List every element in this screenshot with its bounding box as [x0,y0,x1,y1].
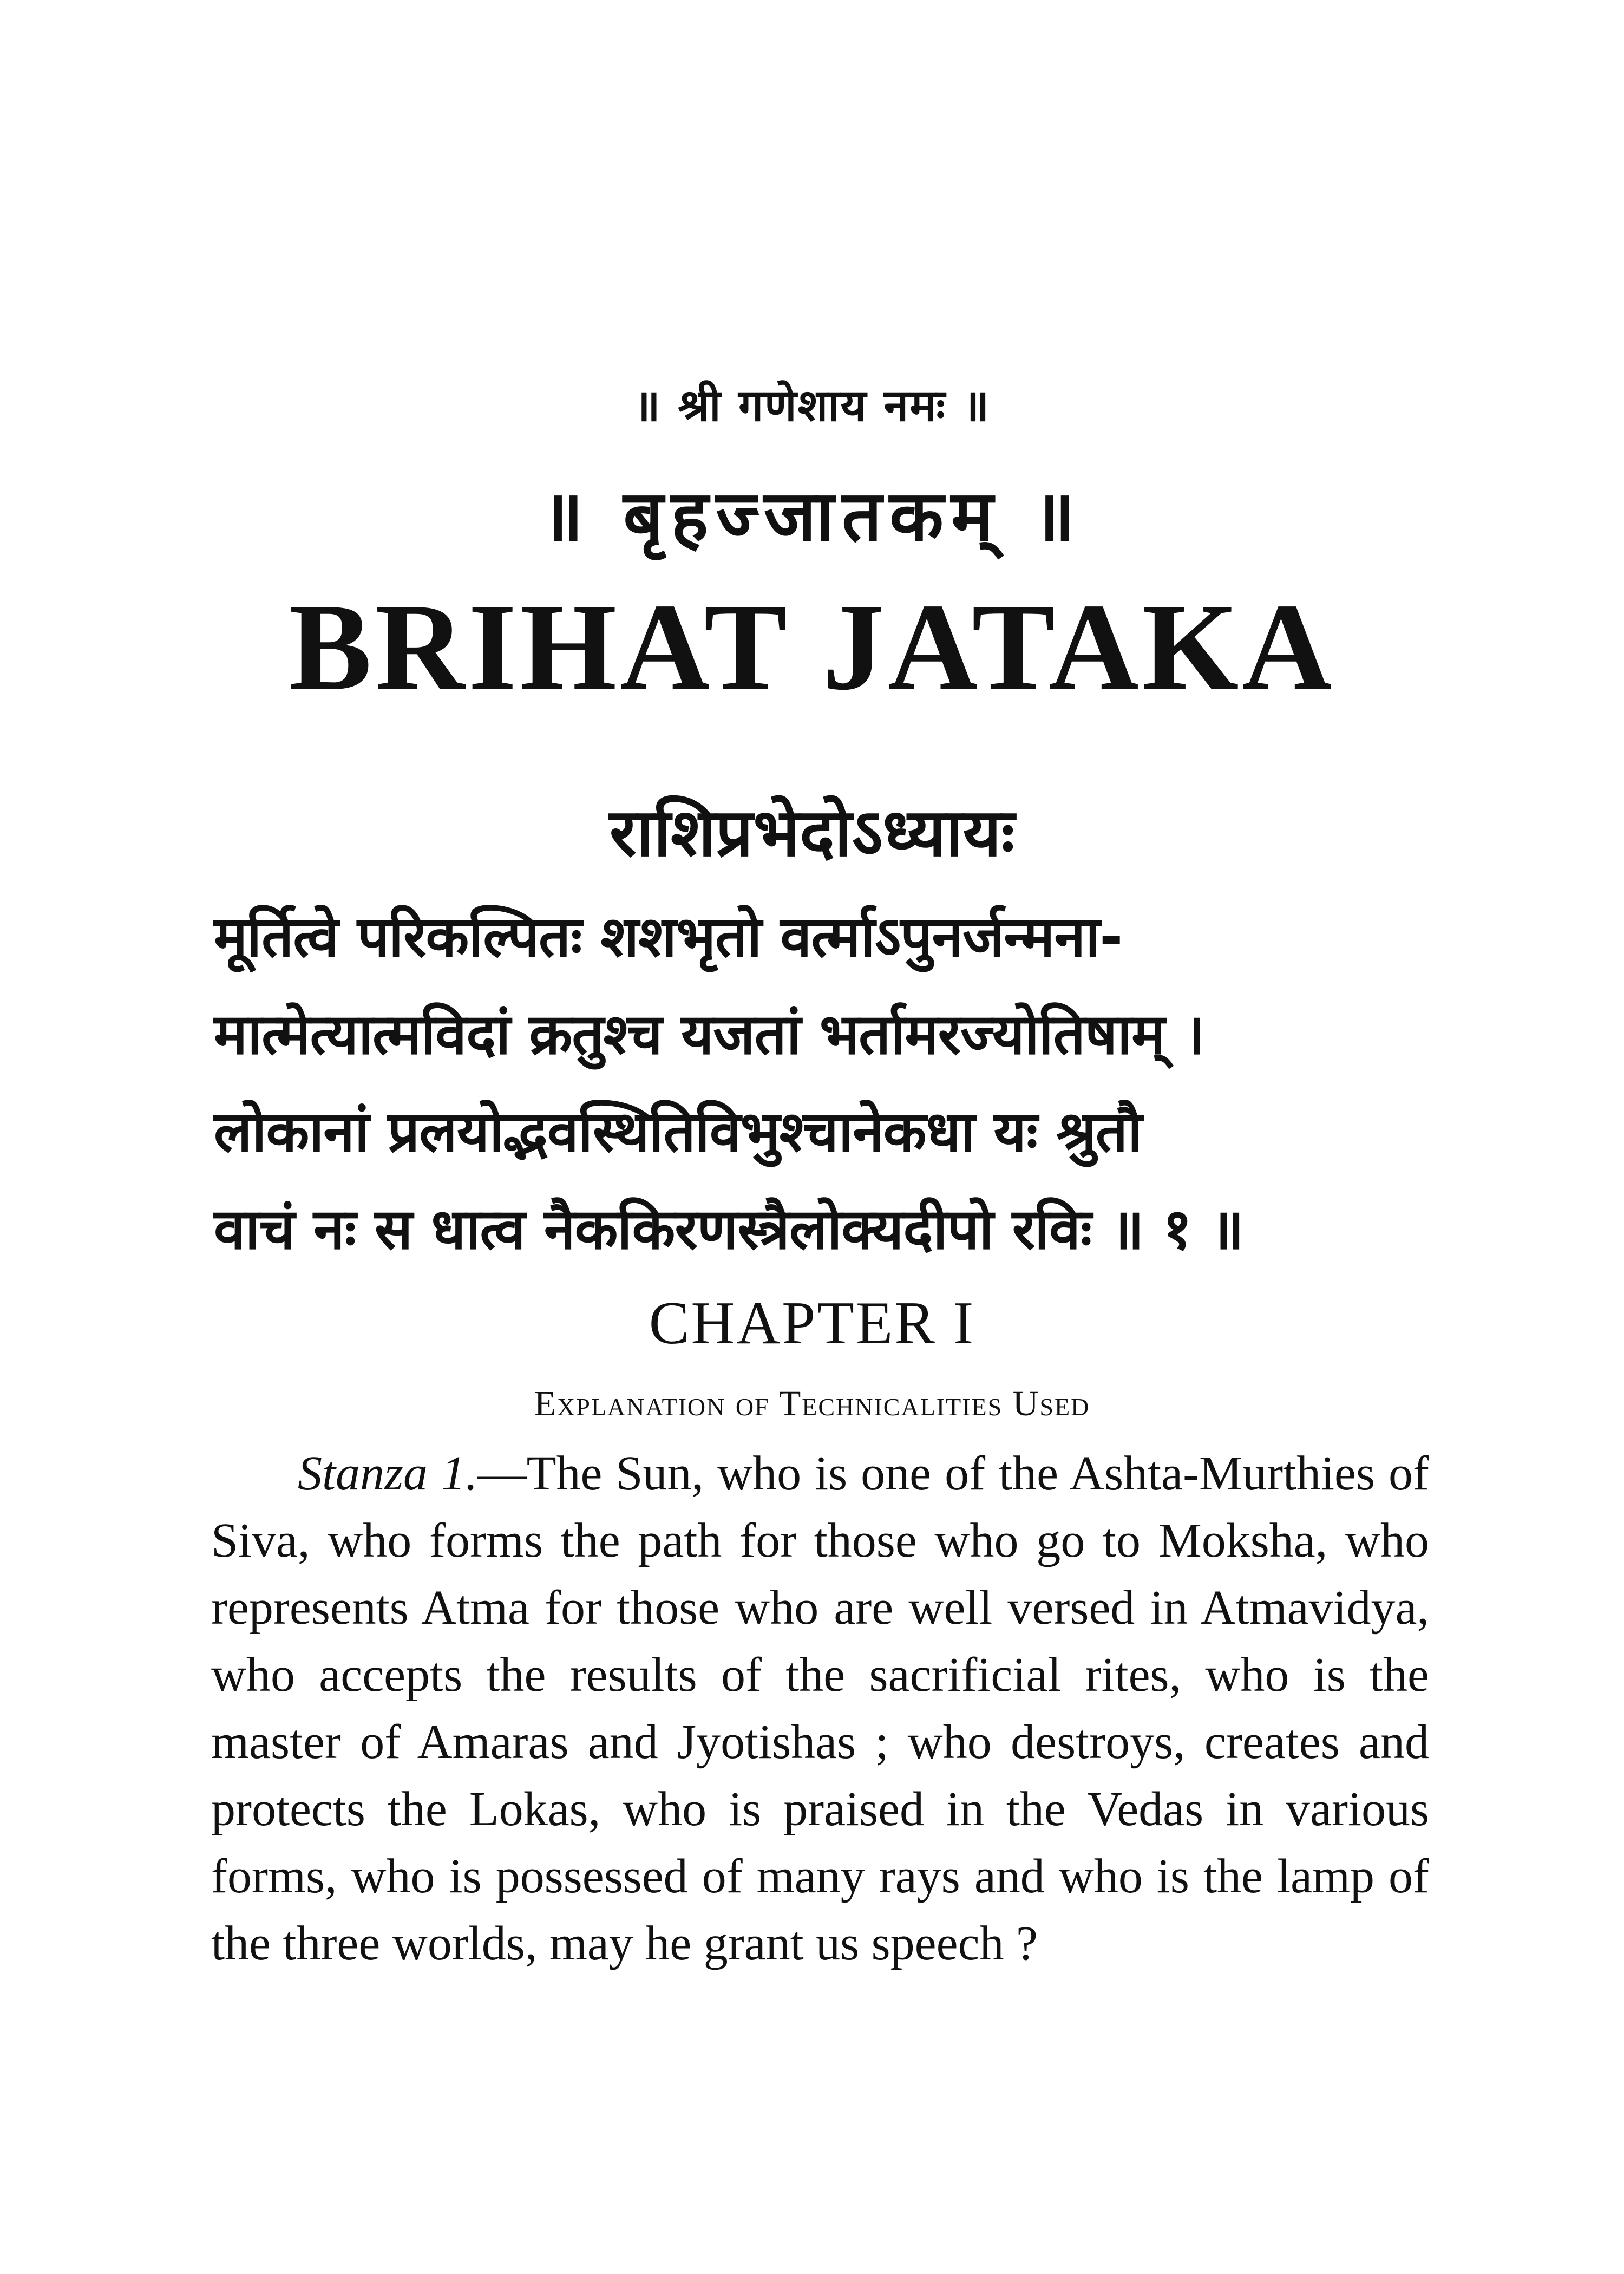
invocation-line: ॥ श्री गणेशाय नमः ॥ [633,380,991,432]
chapter-heading: CHAPTER I [649,1290,975,1357]
work-title-devanagari: ॥ बृहज्जातकम् ॥ [541,475,1083,557]
stanza-label: Stanza 1. [298,1447,478,1500]
sanskrit-verse [214,888,1459,1278]
verse-line: वाचं नः स धात्व नैककिरणस्त्रैलोक्यदीपो रविः ॥ १ ॥ [214,1196,1244,1262]
section-heading-devanagari: राशिप्रभेदोऽध्यायः [609,794,1015,871]
stanza-paragraph [211,1440,1429,1977]
verse-line: लोकानां प्रलयोद्भवस्थितिविभुश्चानेकधा यः श्रुतौ [214,1099,1142,1165]
verse-line: मात्मेत्यात्मविदां क्रतुश्च यजतां भर्तामरज्योतिषाम् । [214,1001,1204,1067]
verse-line: मूर्तित्वे परिकल्पितः शशभृतो वर्त्माऽपुनर्जन्मना- [214,904,1123,970]
stanza-text: —The Sun, who is one of the Ashta-Murthies of Siva, who forms the path for those who go to Moksha, who represents Atma for those who are well versed in Atmavidya, who accepts the results of the sacrificial rites, who is the master of Amaras and Jyotishas ; who destroys, creates and protects the Lokas, who is praised in the Vedas in various forms, who is possessed of many rays and who is the lamp of the three worlds, may he grant us speech ? [211,1447,1430,1970]
chapter-subtitle: Explanation of Technicalities Used [534,1384,1090,1423]
work-title: BRIHAT JATAKA [289,578,1335,716]
